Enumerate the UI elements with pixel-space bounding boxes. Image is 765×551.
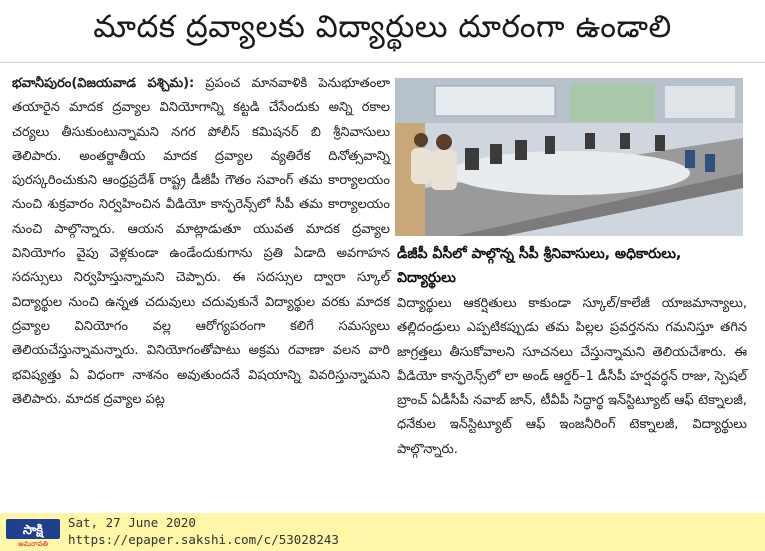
publication-date: Sat, 27 June 2020 <box>68 515 196 530</box>
headline-divider <box>0 62 765 63</box>
news-photo <box>395 78 743 236</box>
body-text-left: ప్రపంచ మానవాళికి పెనుభూతంలా తయారైన మాదక ద్రవ్యాల వినియోగాన్ని కట్టడి చేసేందుకు అన్ని రకాల చర్యలు తీసుకుంటున్నామని నగర పోలీస్ కమిషనర్ బి శ్రీనివాసులు తెలిపారు. అంతర్జాతీయ మాదక ద్రవ్యాల వ్యతిరేక దినోత్సవాన్ని పురస్కరించుకుని ఆంధ్రప్రదేశ్ రాష్ట్ర డీజీపీ గౌతం సవాంగ్ తమ కార్యాలయం నుంచి శుక్రవారం నిర్వహించిన వీడియో కాన్ఫరెన్స్‌లో సీపీ తమ కార్యాలయం నుంచి పాల్గొన్నారు. ఆయన మాట్లాడుతూ యువత మాదక ద్రవ్యాల వినియోగం వైపు వెళ్లకుండా ఉండేందుకుగాను ప్రతి ఏడాది అవగాహన సదస్సులు నిర్వహిస్తున్నామని చెప్పారు. ఈ సదస్సుల ద్వారా స్కూల్ విద్యార్థుల నుంచి ఉన్నత చదువులు చదువుకునే విద్యార్థుల వరకు మాదక ద్రవ్యాల వినియోగం వల్ల ఆరోగ్యపరంగా కలిగే సమస్యలు తెలియచేస్తున్నామన్నారు. వినియోగంతోపాటు అక్రమ రవాణా వలన వారి భవిష్యత్తు ఏ విధంగా నాశనం అవుతుందనే విషయాన్ని వివరిస్తున్నామని తెలిపారు. మాదక ద్రవ్యాల పట్ల <box>12 76 390 407</box>
epaper-url[interactable]: https://epaper.sakshi.com/c/53028243 <box>68 532 339 547</box>
article-body-right: విద్యార్థులు ఆకర్షితులు కాకుండా స్కూల్/కాలేజీ యాజమాన్యాలు, తల్లిదండ్రులు ఎప్పటికప్పుడు తమ పిల్లల ప్రవర్తనను గమనిస్తూ తగిన జాగ్రత్తలు తీసుకోవాలని సూచనలు చేస్తున్నామని తెలియచేశారు. ఈ వీడియో కాన్ఫరెన్స్‌లో లా అండ్ ఆర్డర్–1 డీసీపీ హర్షవర్ధన్ రాజు, స్పెషల్ బ్రాంచ్ ఏడీసీపీ నవాబ్ జాన్, టీవీపీ సిద్ధార్థ ఇన్‌స్టిట్యూట్ ఆఫ్ టెక్నాలజీ, ధనేకుల ఇన్‌స్టిట్యూట్ ఆఫ్ ఇంజనీరింగ్ టెక్నాలజీ, విద్యార్థులు పాల్గొన్నారు. <box>397 296 747 457</box>
dateline: భవానీపురం(విజయవాడ పశ్చిమ): <box>12 76 195 91</box>
article-body-left <box>12 72 390 412</box>
logo-text: సాక్షి <box>22 523 44 538</box>
logo-subtext: అమరావతి <box>18 540 48 548</box>
footer-bar <box>0 513 765 551</box>
sakshi-logo <box>4 516 62 548</box>
article-headline: మాదక ద్రవ్యాలకు విద్యార్థులు దూరంగా ఉండాలి <box>93 8 672 45</box>
photo-caption: డీజీపీ వీసీలో పాల్గొన్న సీపీ శ్రీనివాసులు, అధికారులు, విద్యార్థులు <box>397 246 682 286</box>
conference-room-photo <box>395 78 743 236</box>
